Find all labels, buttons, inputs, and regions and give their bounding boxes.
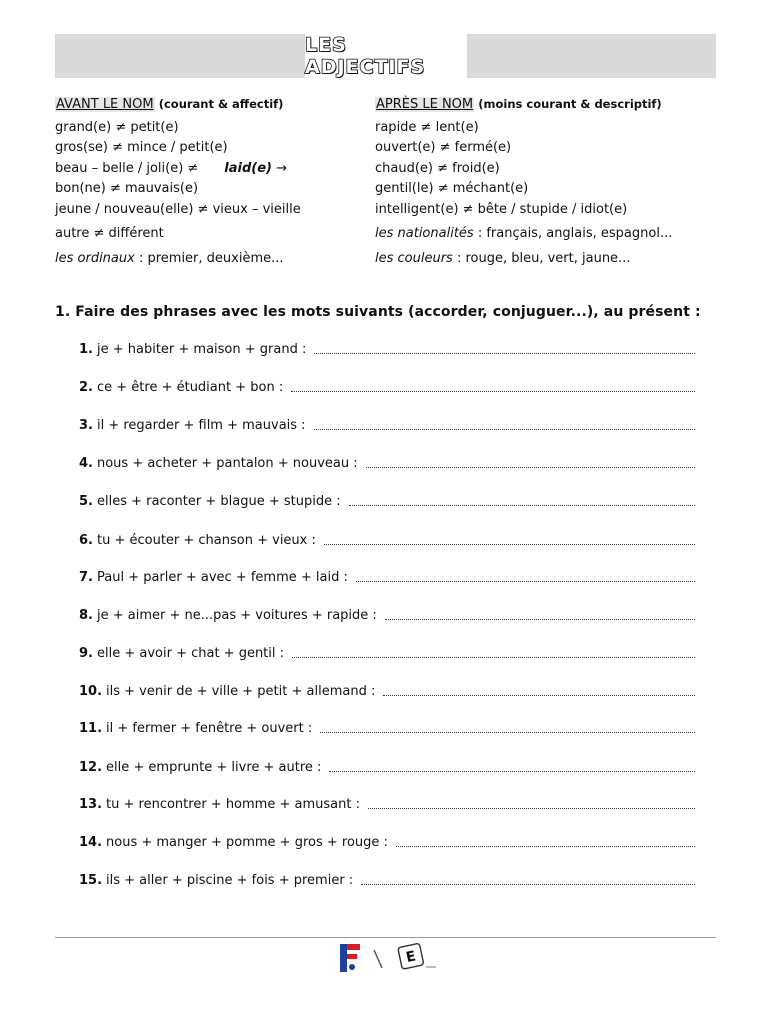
logo-dice-letter: E [404,948,418,967]
adjective-category [375,249,715,270]
apres-le-nom-column [375,94,715,269]
apres-heading-note: (moins courant & descriptif) [478,97,662,111]
exercise-item-9 [79,646,695,661]
answer-line[interactable] [324,543,695,545]
answer-line[interactable] [292,656,695,658]
logo-figure [349,964,355,970]
answer-line[interactable] [314,352,695,354]
logo-moon [371,946,390,971]
title-box [305,34,467,78]
page-title: LES ADJECTIFS [305,34,426,78]
adjective-category [55,249,365,270]
answer-line[interactable] [368,807,695,809]
exercise-title: 1. Faire des phrases avec les mots suivants (accorder, conjuguer...), au présent : [55,304,701,320]
answer-line[interactable] [320,731,695,733]
item-number: 15. [79,873,103,888]
item-prompt: il + fermer + fenêtre + ouvert : [106,721,313,736]
exercise-item-1 [79,342,695,357]
answer-line[interactable] [349,504,695,506]
exercise-item-13 [79,797,695,812]
item-prompt: ils + venir de + ville + petit + allemand : [106,684,376,699]
exercise-item-3 [79,418,695,433]
item-prompt: elle + avoir + chat + gentil : [96,646,285,661]
item-number: 5. [79,494,93,509]
answer-line[interactable] [385,618,695,620]
answer-line[interactable] [291,390,695,392]
adjective-category [375,224,715,245]
category-examples: : rouge, bleu, vert, jaune... [452,250,631,266]
adjective-pair: gros(se) ≠ mince / petit(e) [55,140,228,155]
adjective-pair: ouvert(e) ≠ fermé(e) [375,140,512,155]
item-prompt: elle + emprunte + livre + autre : [106,760,322,775]
item-prompt: Paul + parler + avec + femme + laid : [96,570,348,585]
arrow-right-icon: → [276,160,288,176]
answer-line[interactable] [383,694,695,696]
exercise-item-8 [79,608,695,623]
item-prompt: je + aimer + ne...pas + voitures + rapide : [96,608,377,623]
logo-f-stem [340,944,347,972]
footer-divider [55,937,716,938]
item-number: 10. [79,684,103,699]
item-prompt: ils + aller + piscine + fois + premier : [106,873,354,888]
exercise-item-10 [79,684,695,699]
exercise-item-15 [79,873,695,888]
item-number: 2. [79,380,93,395]
avant-le-nom-column [55,94,365,269]
apres-heading [375,94,715,116]
avant-heading [55,94,365,116]
adjective-pair: gentil(le) ≠ méchant(e) [375,181,529,196]
item-number: 7. [79,570,93,585]
category-examples: : premier, deuxième... [134,250,284,266]
item-prompt: nous + acheter + pantalon + nouveau : [96,456,358,471]
logo-small-mark [426,966,436,968]
adjective-emphasis: laid(e) [224,160,272,176]
logo-f-mid [347,954,357,959]
item-number: 3. [79,418,93,433]
exercise-item-6 [79,533,695,548]
item-number: 1. [79,342,93,357]
adjective-pair: chaud(e) ≠ froid(e) [375,160,500,176]
exercise-item-12 [79,760,695,775]
item-number: 4. [79,456,93,471]
item-prompt: il + regarder + film + mauvais : [96,418,306,433]
category-label: les ordinaux [55,250,135,266]
item-prompt: elles + raconter + blague + stupide : [96,494,341,509]
adjective-pair: jeune / nouveau(elle) ≠ vieux – vieille [55,201,301,217]
item-number: 13. [79,797,103,812]
adjective-pair: intelligent(e) ≠ bête / stupide / idiot(e) [375,201,628,217]
adjective-pair: rapide ≠ lent(e) [375,119,479,135]
item-prompt: je + habiter + maison + grand : [96,342,307,357]
exercise-item-2 [79,380,695,395]
answer-line[interactable] [356,580,695,582]
exercise-item-14 [79,835,695,850]
item-prompt: ce + être + étudiant + bon : [96,380,284,395]
adjective-pair-part: beau – belle / joli(e) ≠ [55,160,199,176]
answer-line[interactable] [366,466,695,468]
adjective-pair: autre ≠ différent [55,226,164,241]
item-number: 6. [79,533,93,548]
answer-line[interactable] [314,428,695,430]
logo-moon-line [374,950,382,968]
apres-heading-main: APRÈS LE NOM [376,97,474,112]
logo-dice [398,943,424,969]
category-label: les couleurs [375,250,453,266]
item-prompt: tu + rencontrer + homme + amusant : [106,797,360,812]
exercise-item-4 [79,456,695,471]
item-number: 12. [79,760,103,775]
adjective-pair [55,159,365,180]
category-label: les nationalités [375,226,474,241]
item-number: 8. [79,608,93,623]
answer-line[interactable] [396,845,695,847]
exercise-item-11 [79,721,695,736]
item-prompt: nous + manger + pomme + gros + rouge : [106,835,388,850]
exercise-item-7 [79,570,695,585]
answer-line[interactable] [361,883,695,885]
item-number: 9. [79,646,93,661]
item-number: 11. [79,721,103,736]
item-prompt: tu + écouter + chanson + vieux : [96,533,316,548]
exercise-item-5 [79,494,695,509]
avant-heading-main: AVANT LE NOM [56,97,154,112]
adjective-pair: grand(e) ≠ petit(e) [55,119,179,135]
adjective-pair: bon(ne) ≠ mauvais(e) [55,181,199,196]
item-number: 14. [79,835,103,850]
answer-line[interactable] [329,770,695,772]
fle-logo-icon [338,942,442,974]
avant-heading-note: (courant & affectif) [158,97,284,111]
category-examples: : français, anglais, espagnol... [473,226,673,241]
